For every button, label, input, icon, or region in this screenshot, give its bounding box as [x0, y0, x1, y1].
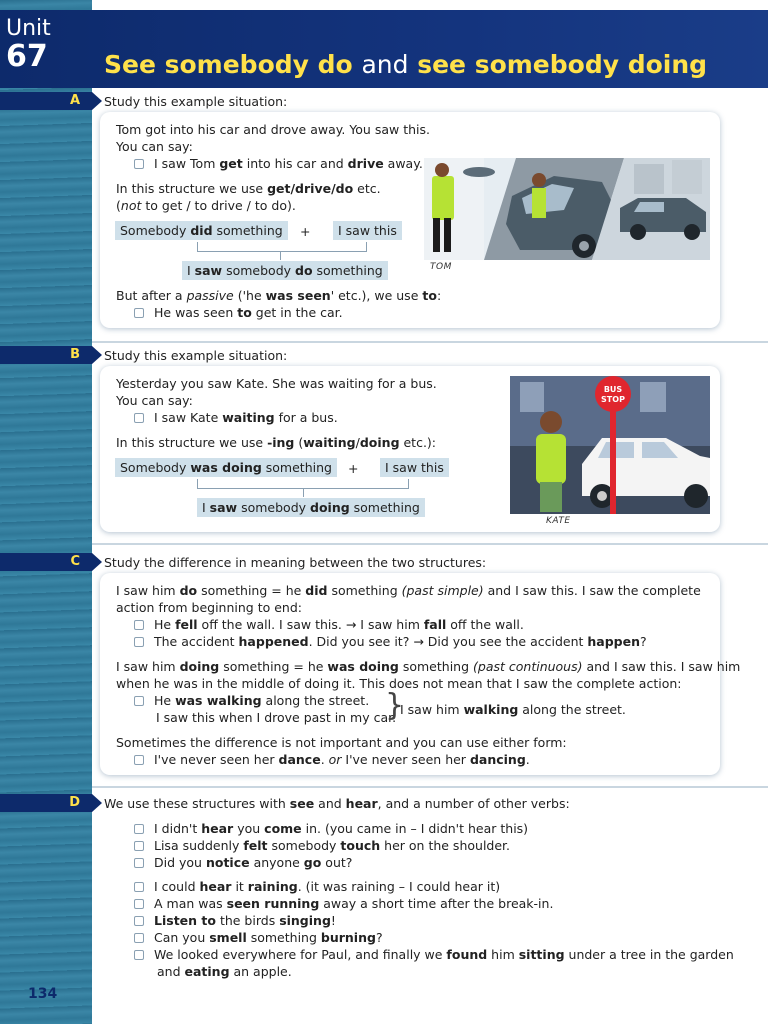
checkbox-icon: [134, 755, 144, 765]
b-formula-right: I saw this: [380, 458, 449, 477]
checkbox-icon: [134, 637, 144, 647]
a-formula-connector: [197, 242, 367, 252]
a-formula-right: I saw this: [333, 221, 402, 240]
section-a-card: [100, 112, 720, 328]
section-d-intro: We use these structures with see and hear, and a number of other verbs:: [104, 796, 570, 811]
a-illustration-caption: TOM: [430, 262, 452, 272]
c-line3: I saw him doing something = he was doing something (past continuous) and I saw this. I saw him: [116, 659, 741, 674]
unit-badge: [6, 18, 51, 72]
unit-number: 67: [6, 39, 48, 74]
d-example-7: Can you smell something burning?: [134, 930, 383, 945]
section-a-tab: A: [0, 92, 92, 110]
a-example-1: I saw Tom get into his car and drive away.: [134, 156, 423, 171]
checkbox-icon: [134, 696, 144, 706]
c-line2: action from beginning to end:: [116, 600, 302, 615]
d-example-1: I didn't hear you come in. (you came in – I didn't hear this): [134, 821, 528, 836]
checkbox-icon: [134, 824, 144, 834]
c-example-3b: I saw this when I drove past in my car.: [156, 710, 397, 725]
b-para1-line2: You can say:: [116, 393, 193, 408]
checkbox-icon: [134, 159, 144, 169]
a-para1-line2: You can say:: [116, 139, 193, 154]
c-line5: Sometimes the difference is not important and you can use either form:: [116, 735, 567, 750]
checkbox-icon: [134, 899, 144, 909]
c-example-1: He fell off the wall. I saw this. → I saw him fall off the wall.: [134, 617, 524, 632]
c-line4: when he was in the middle of doing it. This does not mean that I saw the complete action:: [116, 676, 682, 691]
c-example-4: I've never seen her dance. or I've never seen her dancing.: [134, 752, 530, 767]
b-para1-line1: Yesterday you saw Kate. She was waiting for a bus.: [116, 376, 437, 391]
section-d-tab: D: [0, 794, 92, 812]
unit-title: [104, 50, 707, 79]
checkbox-icon: [134, 841, 144, 851]
b-formula-connector-stem: [303, 489, 304, 497]
d-example-3: Did you notice anyone go out?: [134, 855, 352, 870]
checkbox-icon: [134, 858, 144, 868]
unit-label: Unit: [6, 16, 51, 41]
d-example-6: Listen to the birds singing!: [134, 913, 336, 928]
a-formula-left: Somebody did something: [115, 221, 288, 240]
d-example-8: We looked everywhere for Paul, and finally we found him sitting under a tree in the garden: [134, 947, 734, 962]
checkbox-icon: [134, 413, 144, 423]
a-para1-line1: Tom got into his car and drove away. You saw this.: [116, 122, 430, 137]
unit-title-part3: see somebody doing: [417, 50, 708, 79]
checkbox-icon: [134, 950, 144, 960]
d-example-8-line2: and eating an apple.: [157, 964, 292, 979]
unit-title-part1: See somebody do: [104, 50, 353, 79]
page-number: 134: [28, 986, 58, 1002]
section-a-intro: Study this example situation:: [104, 94, 288, 109]
d-example-5: A man was seen running away a short time after the break-in.: [134, 896, 553, 911]
b-illustration-caption: KATE: [546, 516, 571, 526]
a-formula-plus: +: [300, 224, 311, 239]
c-example-2: The accident happened. Did you see it? → Did you see the accident happen?: [134, 634, 647, 649]
b-para2: In this structure we use -ing (waiting/doing etc.):: [116, 435, 437, 450]
tom-car-illustration: [424, 158, 710, 260]
section-divider: [92, 786, 768, 788]
side-strip: [0, 0, 92, 1024]
c-line1: I saw him do something = he did something (past simple) and I saw this. I saw the complete: [116, 583, 701, 598]
b-formula-result: I saw somebody doing something: [197, 498, 425, 517]
d-example-2: Lisa suddenly felt somebody touch her on the shoulder.: [134, 838, 510, 853]
section-b-card: [100, 366, 720, 532]
section-c-intro: Study the difference in meaning between the two structures:: [104, 555, 487, 570]
d-example-4: I could hear it raining. (it was raining – I could hear it): [134, 879, 500, 894]
section-c-card: [100, 573, 741, 775]
b-formula-left: Somebody was doing something: [115, 458, 337, 477]
a-para2-line2: (not to get / to drive / to do).: [116, 198, 296, 213]
unit-title-part2: and: [361, 50, 409, 79]
checkbox-icon: [134, 882, 144, 892]
b-formula-connector: [197, 479, 409, 489]
bus-stop-sign-line1: BUS: [603, 385, 623, 394]
c-brace: }: [385, 688, 405, 723]
section-divider: [92, 341, 768, 343]
c-example-3a: He was walking along the street.: [134, 693, 369, 708]
checkbox-icon: [134, 916, 144, 926]
checkbox-icon: [134, 933, 144, 943]
c-example-3c: I saw him walking along the street.: [400, 702, 626, 717]
a-formula-result: I saw somebody do something: [182, 261, 388, 280]
a-para3: But after a passive ('he was seen' etc.), we use to:: [116, 288, 442, 303]
section-b-tab: B: [0, 346, 92, 364]
b-formula-plus: +: [348, 461, 359, 476]
checkbox-icon: [134, 620, 144, 630]
a-example-2: He was seen to get in the car.: [134, 305, 343, 320]
section-divider: [92, 543, 768, 545]
checkbox-icon: [134, 308, 144, 318]
section-b-intro: Study this example situation:: [104, 348, 288, 363]
b-example-1: I saw Kate waiting for a bus.: [134, 410, 338, 425]
a-para2-line1: In this structure we use get/drive/do etc.: [116, 181, 381, 196]
bus-stop-sign-line2: STOP: [601, 395, 625, 404]
section-c-tab: C: [0, 553, 92, 571]
kate-bus-stop-illustration: [510, 376, 710, 514]
a-formula-connector-stem: [280, 252, 281, 260]
